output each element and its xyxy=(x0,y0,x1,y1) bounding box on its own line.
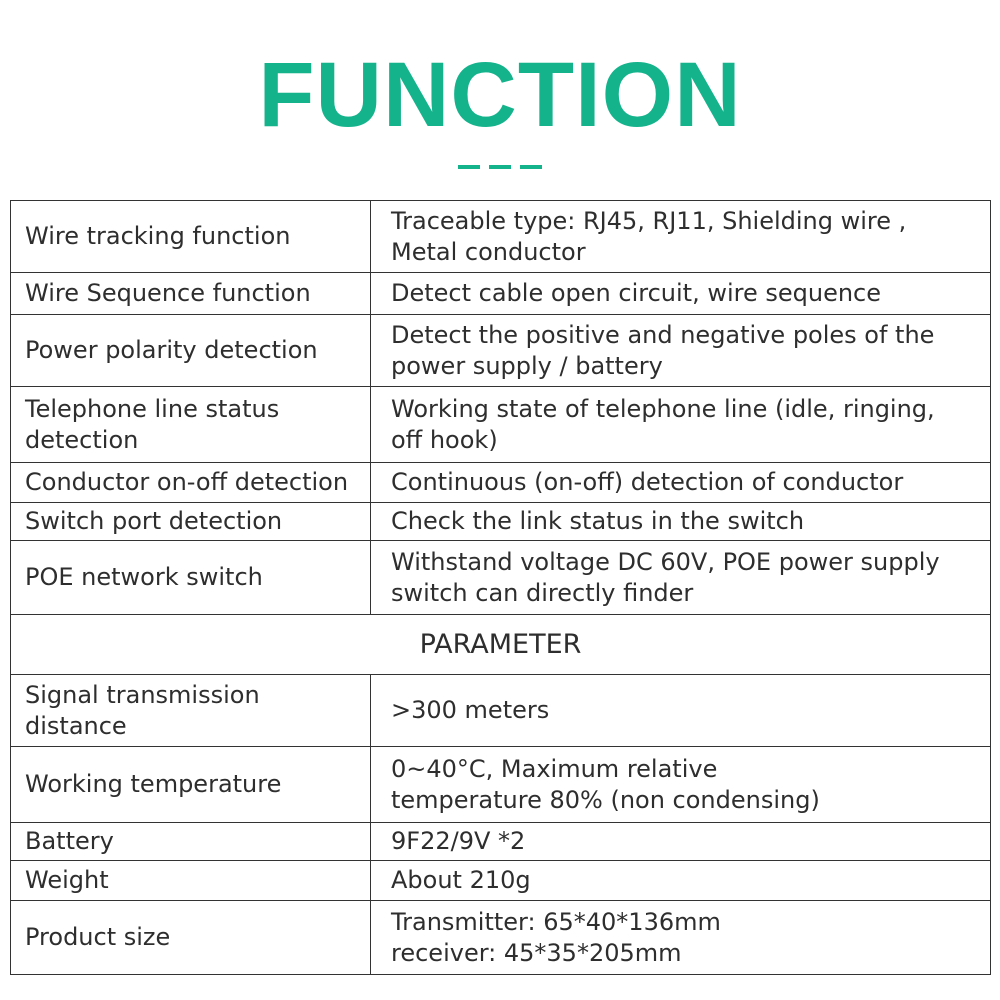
row-value xyxy=(371,901,991,975)
row-label-line: Working temperature xyxy=(25,770,282,798)
row-value-line: 9F22/9V *2 xyxy=(391,827,526,855)
page-title: FUNCTION xyxy=(258,44,742,146)
row-value-line: Metal conductor xyxy=(391,237,586,266)
table-row xyxy=(11,201,991,273)
row-value xyxy=(371,861,991,901)
parameter-section xyxy=(11,675,991,975)
table-row xyxy=(11,273,991,315)
table-row xyxy=(11,823,991,861)
row-label xyxy=(11,823,371,861)
row-value xyxy=(371,273,991,315)
row-value xyxy=(371,675,991,747)
row-label xyxy=(11,201,371,273)
row-value-line: 0~40°C, Maximum relative xyxy=(391,754,718,783)
table-row xyxy=(11,861,991,901)
row-value xyxy=(371,541,991,615)
row-label xyxy=(11,503,371,541)
table-row xyxy=(11,387,991,463)
row-label-line: POE network switch xyxy=(25,563,263,591)
table-row xyxy=(11,675,991,747)
row-label-line: Wire Sequence function xyxy=(25,279,311,307)
row-label-line: Product size xyxy=(25,923,171,951)
row-value-line: Traceable type: RJ45, RJ11, Shielding wire , xyxy=(391,206,907,235)
row-value xyxy=(371,387,991,463)
row-value-line: receiver: 45*35*205mm xyxy=(391,938,682,967)
spec-table xyxy=(10,200,991,975)
row-label-line: Power polarity detection xyxy=(25,336,318,364)
row-label-line: Wire tracking function xyxy=(25,222,291,250)
table-row xyxy=(11,463,991,503)
row-value-line: switch can directly finder xyxy=(391,578,694,607)
row-value xyxy=(371,503,991,541)
row-value-line: Detect cable open circuit, wire sequence xyxy=(391,279,882,307)
row-label-line: Battery xyxy=(25,827,114,855)
section-heading-row xyxy=(11,615,991,675)
title-underline-dash xyxy=(520,165,542,169)
table-row xyxy=(11,541,991,615)
row-label xyxy=(11,541,371,615)
row-label xyxy=(11,901,371,975)
function-section xyxy=(11,201,991,675)
table-row xyxy=(11,747,991,823)
row-value xyxy=(371,315,991,387)
row-label-line: distance xyxy=(25,711,127,740)
row-value-line: Detect the positive and negative poles of the xyxy=(391,320,935,349)
row-label-line: detection xyxy=(25,425,139,454)
table-row xyxy=(11,315,991,387)
table-row xyxy=(11,901,991,975)
row-value-line: About 210g xyxy=(391,866,531,894)
title-underline-dash xyxy=(489,165,511,169)
row-label xyxy=(11,315,371,387)
row-value xyxy=(371,463,991,503)
row-label xyxy=(11,463,371,503)
row-label-line: Telephone line status xyxy=(25,394,280,423)
row-value-line: off hook) xyxy=(391,425,498,454)
row-value xyxy=(371,201,991,273)
row-value-line: Transmitter: 65*40*136mm xyxy=(391,907,721,936)
row-value-line: Withstand voltage DC 60V, POE power supply xyxy=(391,547,940,576)
row-label-line: Signal transmission xyxy=(25,680,260,709)
row-label xyxy=(11,861,371,901)
title-underline-dash xyxy=(458,165,480,169)
row-value-line: Continuous (on-off) detection of conductor xyxy=(391,468,904,496)
row-value-line: Working state of telephone line (idle, ringing, xyxy=(391,394,935,423)
row-label xyxy=(11,387,371,463)
parameter-heading: PARAMETER xyxy=(11,615,991,675)
row-label-line: Conductor on-off detection xyxy=(25,468,349,496)
row-value-line: temperature 80% (non condensing) xyxy=(391,785,820,814)
row-value xyxy=(371,747,991,823)
row-value-line: Check the link status in the switch xyxy=(391,507,805,535)
row-label-line: Switch port detection xyxy=(25,507,283,535)
row-value-line: power supply / battery xyxy=(391,351,663,380)
row-label xyxy=(11,273,371,315)
row-label xyxy=(11,675,371,747)
row-value xyxy=(371,823,991,861)
row-label-line: Weight xyxy=(25,866,109,894)
table-row xyxy=(11,503,991,541)
row-label xyxy=(11,747,371,823)
row-value-line: >300 meters xyxy=(391,696,550,724)
